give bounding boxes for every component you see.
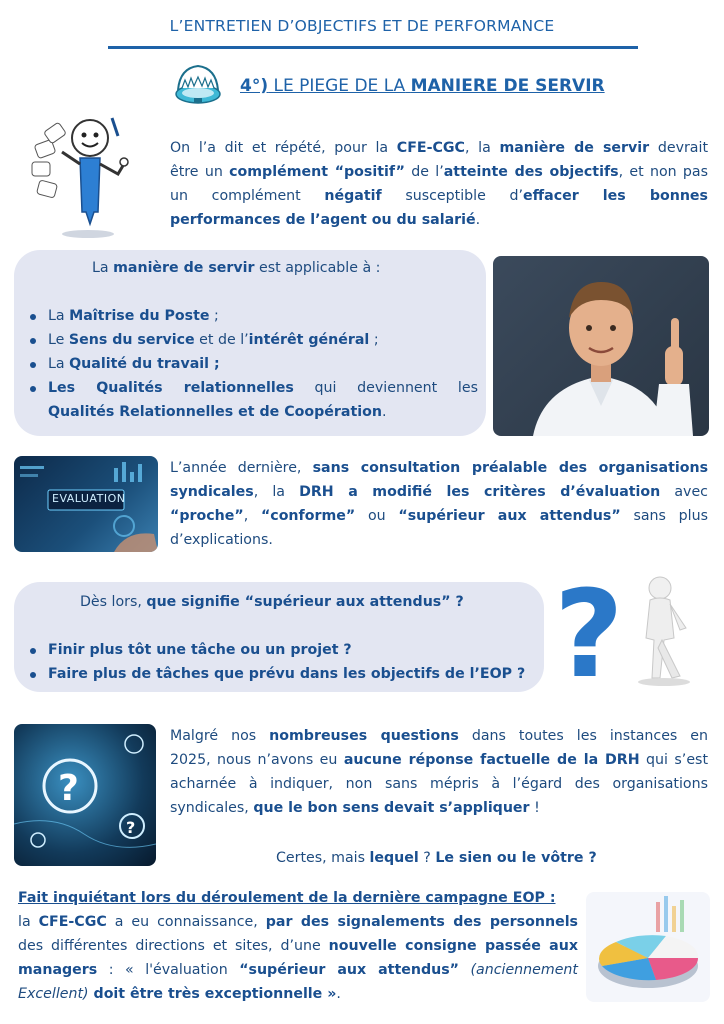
fait-paragraph [18, 886, 578, 1006]
section-title-part1: LE PIEGE DE LA [273, 76, 406, 96]
certes-line: Certes, mais lequel ? Le sien ou le vôtre ? [276, 850, 597, 866]
intro-line-2: être un complément “positif” de l’atteinte des objectifs, et non pas [170, 164, 708, 180]
last-year-line-2: syndicales, la DRH a modifié les critères d’évaluation avec [170, 484, 708, 500]
intro-paragraph [170, 136, 708, 232]
man-pointing-photo [493, 256, 709, 436]
evaluation-image-label: EVALUATION [52, 492, 126, 505]
malgre-line-4: syndicales, que le bon sens devait s’appliquer ! [170, 800, 540, 816]
question-list [28, 638, 538, 686]
fait-line-3: managers : « l'évaluation “supérieur aux attendus” (anciennement [18, 962, 578, 978]
fait-line-1: la CFE-CGC a eu connaissance, par des signalements des personnels [18, 914, 578, 930]
list-item: Le Sens du service et de l’intérêt général ; [28, 328, 478, 352]
applicable-list [28, 304, 478, 424]
list-item-continuation: Qualités Relationnelles et de Coopération. [48, 404, 387, 420]
section-number: 4°) [240, 76, 269, 96]
list-item: Finir plus tôt une tâche ou un projet ? [28, 638, 538, 662]
fait-heading: Fait inquiétant lors du déroulement de la dernière campagne EOP : [18, 890, 556, 906]
intro-line-4: performances de l’agent ou du salarié. [170, 212, 481, 228]
malgre-line-3: acharnée à indiquer, non sans mépris à l’égard des organisations [170, 776, 708, 792]
fait-line-4: Excellent) doit être très exceptionnelle ». [18, 986, 341, 1002]
pie-chart-illustration [586, 892, 710, 1002]
question-tech-image [14, 724, 156, 866]
malgre-line-2: 2025, nous n’avons eu aucune réponse factuelle de la DRH qui s’est [170, 752, 709, 768]
list-item: La Maîtrise du Poste ; [28, 304, 478, 328]
last-year-line-1: L’année dernière, sans consultation préalable des organisations [170, 460, 709, 476]
list-item: Les Qualités relationnelles qui deviennent les [28, 376, 478, 400]
intro-line-3: un complément négatif susceptible d’effacer les bonnes [170, 188, 708, 204]
header-divider [108, 46, 638, 49]
page-header-title: L’ENTRETIEN D’OBJECTIFS ET DE PERFORMANCE [169, 17, 555, 35]
last-year-line-3: “proche”, “conforme” ou “supérieur aux attendus” sans plus [170, 508, 708, 524]
malgre-paragraph [170, 724, 708, 820]
question-mark-figure-illustration [552, 568, 702, 688]
question-intro: Dès lors, que signifie “supérieur aux attendus” ? [80, 594, 464, 610]
last-year-line-4: d’explications. [170, 532, 273, 548]
fait-line-2: des différentes directions et sites, d’une nouvelle consigne passée aux [18, 938, 578, 954]
svg-text:?: ? [126, 818, 136, 837]
list-item: Faire plus de tâches que prévu dans les objectifs de l’EOP ? [28, 662, 538, 686]
list-item: La Qualité du travail ; [28, 352, 478, 376]
trap-icon [172, 60, 224, 108]
malgre-line-1: Malgré nos nombreuses questions dans toutes les instances en [170, 728, 709, 744]
applicable-intro: La manière de servir est applicable à : [92, 260, 381, 276]
svg-text:?: ? [554, 568, 624, 688]
evaluation-image [14, 456, 158, 552]
section-title [240, 76, 605, 96]
section-title-part2: MANIERE DE SERVIR [410, 76, 605, 96]
svg-text:?: ? [58, 768, 79, 809]
last-year-paragraph [170, 456, 708, 552]
intro-line-1: On l’a dit et répété, pour la CFE-CGC, la manière de servir devrait [170, 140, 709, 156]
stick-figure-illustration [28, 112, 140, 240]
